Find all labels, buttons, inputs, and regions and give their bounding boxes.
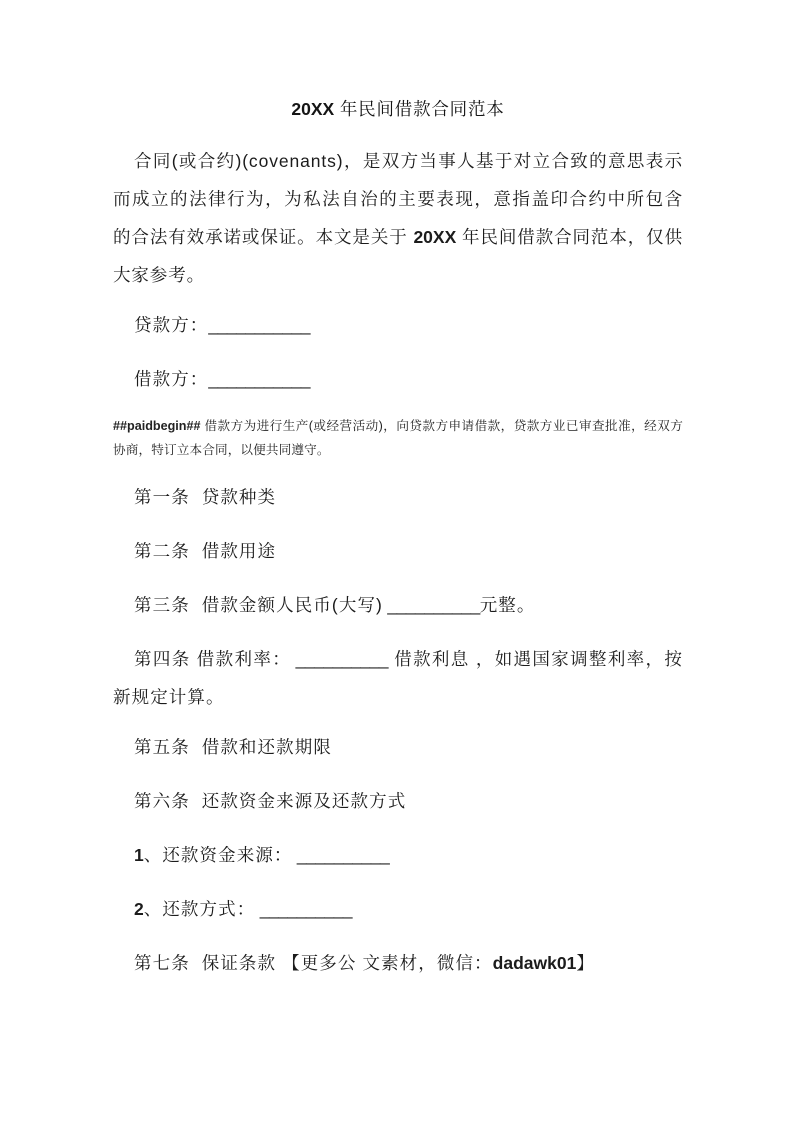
borrower-line bbox=[113, 364, 683, 394]
clause-4 bbox=[113, 640, 683, 716]
clause-3-prefix: 第三条 借款金额人民币(大写) bbox=[134, 595, 383, 615]
lender-label: 贷款方： bbox=[134, 315, 209, 335]
borrower-label: 借款方： bbox=[134, 369, 209, 389]
repay-source-blank: __________ bbox=[292, 845, 390, 865]
repay-method-line bbox=[113, 894, 683, 924]
clause-7-text: 第七条 保证条款 bbox=[134, 953, 283, 973]
borrower-blank: ___________ bbox=[208, 369, 310, 389]
preamble-paragraph bbox=[113, 414, 683, 462]
intro-lead: 合同(或合约)(covenants)，是双方当事人基于对立合致的意思表示而成立的法律行为，为私法自治的主要表现，意指盖印合约中所包含的合法有效承诺或保证。本文是关于 bbox=[113, 151, 683, 247]
intro-paragraph bbox=[113, 142, 683, 294]
repay-source-number: 1 bbox=[134, 845, 144, 865]
clause-3 bbox=[113, 590, 683, 620]
intro-year: 20XX bbox=[413, 227, 457, 247]
title-year: 20XX bbox=[291, 99, 335, 119]
repay-method-label: 、还款方式： bbox=[143, 899, 256, 919]
repay-method-blank: __________ bbox=[255, 899, 353, 919]
promo-close: 】 bbox=[576, 953, 595, 973]
paid-begin-tag: ##paidbegin## bbox=[113, 419, 201, 433]
promo-open: 【更多公 文素材，微信： bbox=[282, 953, 493, 973]
clause-3-suffix: 元整。 bbox=[479, 595, 536, 615]
preamble-text: 借款方为进行生产(或经营活动)，向贷款方申请借款，贷款方业已审查批准，经双方协商，特订立本合同，以便共同遵守。 bbox=[113, 419, 683, 457]
clause-5: 第五条 借款和还款期限 bbox=[134, 737, 332, 757]
clause-7 bbox=[113, 948, 683, 978]
title-text: 年民间借款合同范本 bbox=[334, 99, 505, 119]
clause-1: 第一条 贷款种类 bbox=[134, 487, 277, 507]
page-title bbox=[113, 96, 683, 122]
lender-blank: ___________ bbox=[208, 315, 310, 335]
clause-4-blank: __________ bbox=[291, 649, 388, 669]
document-body bbox=[113, 96, 683, 978]
repay-method-number: 2 bbox=[134, 899, 144, 919]
clause-4-suffix: 借款利息 ，如遇国家调整利率，按新规定计算。 bbox=[113, 649, 683, 707]
clause-2: 第二条 借款用途 bbox=[134, 541, 277, 561]
clause-6: 第六条 还款资金来源及还款方式 bbox=[134, 791, 407, 811]
repay-source-label: 、还款资金来源： bbox=[143, 845, 293, 865]
clause-3-blank: __________ bbox=[382, 595, 480, 615]
intro-tail: 年民间借款合同范本，仅供大家参考。 bbox=[113, 227, 683, 285]
promo-handle: dadawk01 bbox=[492, 953, 577, 973]
lender-line bbox=[113, 310, 683, 340]
repay-source-line bbox=[113, 840, 683, 870]
clause-4-prefix: 第四条 借款利率： bbox=[134, 649, 292, 669]
